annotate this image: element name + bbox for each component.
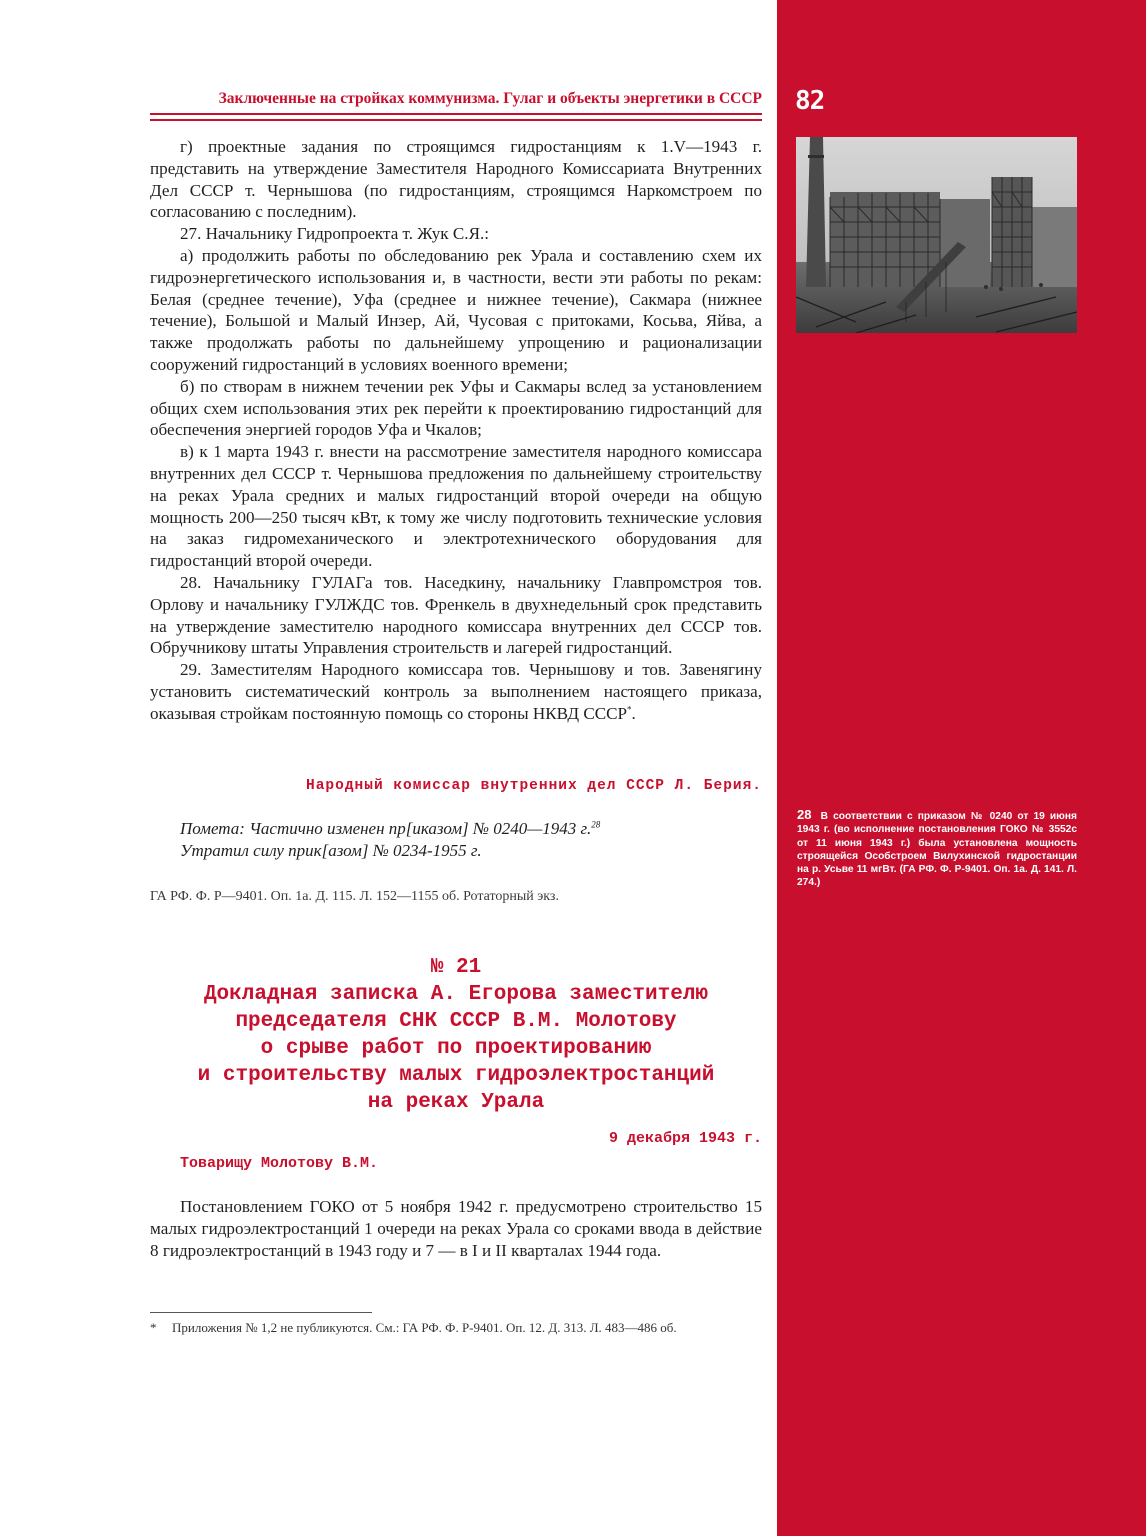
footnote-mark: * [627, 704, 632, 715]
footnote [150, 1320, 762, 1336]
document-title-line: на реках Урала [367, 1091, 545, 1114]
annotation-line [180, 818, 740, 840]
document-number: № 21 [430, 956, 482, 979]
order-text [150, 136, 762, 725]
document-heading [150, 954, 762, 1116]
side-footnote [797, 808, 1077, 890]
signature: Народный комиссар внутренних дел СССР Л. Берия. [306, 778, 762, 794]
header-rule-bottom [150, 119, 762, 121]
annotation-line: Утратил силу прик[азом] № 0234-1955 г. [180, 841, 482, 860]
paragraph-last [150, 659, 762, 724]
paragraph-last-text: 29. Заместителям Народного комиссара тов. Чернышову и тов. Завенягину установить систематический контроль за выполнением настоящего приказа, оказывая стройкам постоянную помощь со стороны НКВД СССР [150, 660, 762, 723]
paragraph: г) проектные задания по строящимся гидростанциям к 1.V—1943 г. представить на утверждение Заместителя Народного Комиссариата Внутренних Дел СССР т. Чернышова (по гидростанциям, строящимся Наркомстроем по согласованию с последним). [150, 137, 762, 222]
header-rule-top [150, 113, 762, 115]
document-title-line: председателя СНК СССР В.М. Молотову [235, 1010, 677, 1033]
page-number: 82 [795, 86, 825, 116]
paragraph: 28. Начальнику ГУЛАГа тов. Наседкину, начальнику Главпромстроя тов. Орлову и начальнику ГУЛЖДС тов. Френкель в двухнедельный срок представить на утверждение заместителю народного комиссара внутренних дел СССР тов. Обручникову штаты Управления строительств и лагерей гидростанций. [150, 572, 762, 658]
annotation-text: Помета: Частично изменен пр[иказом] № 0240—1943 г. [180, 819, 592, 838]
document-body: Постановлением ГОКО от 5 ноября 1942 г. предусмотрено строительство 15 малых гидроэлектростанций 1 очереди на реках Урала со сроками ввода в действие 8 гидроэлектростанций в 1943 году и 7 — в I и II кварталах 1944 года. [150, 1197, 762, 1260]
footnote-rule [150, 1312, 372, 1313]
paragraph: б) по створам в нижнем течении рек Уфы и Сакмары вслед за установлением общих схем использования этих рек перейти к проектированию гидростанций для обеспечения энергией городов Уфа и Чкалов; [150, 376, 762, 440]
document-date: 9 декабря 1943 г. [608, 1130, 762, 1147]
footnote-text: Приложения № 1,2 не публикуются. См.: ГА РФ. Ф. Р-9401. Оп. 12. Д. 313. Л. 483—486 об. [172, 1320, 677, 1335]
side-footnote-number: 28 [797, 807, 812, 822]
document-title-line: о срыве работ по проектированию [260, 1037, 652, 1060]
paragraph: а) продолжить работы по обследованию рек Урала и составлению схем их гидроэнергетического использования и, в частности, вести эти работы по рекам: Белая (среднее течение), Уфа (среднее и нижнее течение), Сакмара (нижнее течение), Большой и Малый Инзер, Ай, Чусовая с притоками, Косьва, Яйва, а также продолжать работы по дальнейшему упрощению и рационализации сооружений гидростанций в условиях военного времени; [150, 245, 762, 374]
paragraph: 27. Начальнику Гидропроекта т. Жук С.Я.: [180, 224, 489, 244]
document-title-line: Докладная записка А. Егорова заместителю [203, 983, 709, 1006]
paragraph: в) к 1 марта 1943 г. внести на рассмотрение заместителя народного комиссара внутренних дел СССР т. Чернышова предложения по дальнейшему строительству на реках Урала средних и малых гидростанций второй очереди на общую мощность 200—250 тысяч кВт, к тому же числу подготовить технические условия на заказ гидромеханического и электротехнического оборудования для гидростанций второй очереди. [150, 442, 762, 571]
document-title-line: и строительству малых гидроэлектростанций [197, 1064, 715, 1087]
running-header: Заключенные на стройках коммунизма. Гулаг и объекты энергетики в СССР [218, 90, 762, 107]
addressee: Товарищу Молотову В.М. [180, 1155, 379, 1172]
annotation [180, 818, 740, 862]
footnote-star: * [150, 1320, 157, 1335]
paragraph-end: . [631, 703, 636, 723]
side-footnote-text: В соответствии с приказом № 0240 от 19 июня 1943 г. (во исполнение постановления ГОКО № 3552с от 11 июня 1943 г.) была установлена мощность строящейся Особстроем Вилухинской гидростанции на р. Усьве 11 мгВт. (ГА РФ. Ф. Р-9401. Оп. 1а. Д. 141. Л. 274.) [797, 811, 1077, 889]
construction-site-photo [796, 137, 1077, 333]
archive-source: ГА РФ. Ф. Р—9401. Оп. 1а. Д. 115. Л. 152—1155 об. Ротаторный экз. [150, 889, 559, 904]
annotation-note-mark: 28 [591, 819, 601, 830]
